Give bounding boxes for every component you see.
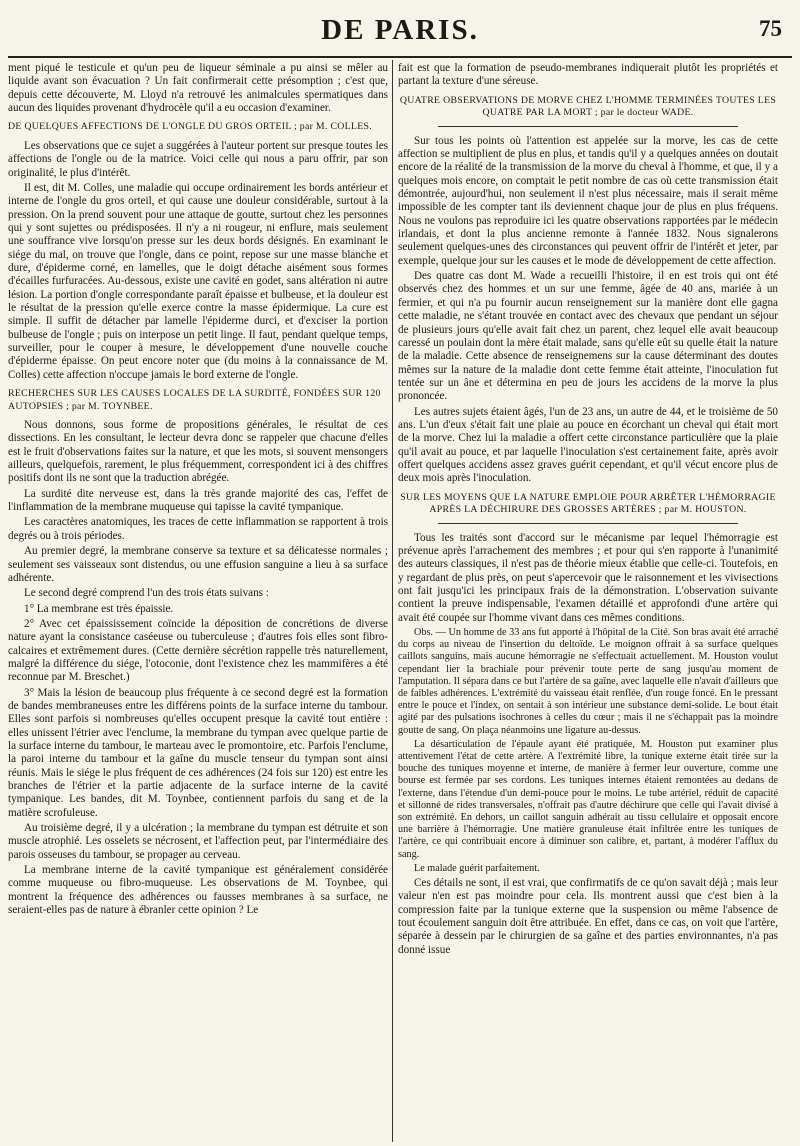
running-title: DE PARIS. <box>321 14 479 46</box>
right-column <box>398 62 778 1142</box>
paragraph: La surdité dite nerveuse est, dans la très grande majorité des cas, l'effet de l'inflammation de la membrane muqueuse qui tapisse la cavité tympanique. <box>8 487 388 514</box>
list-item: 2° Avec cet épaississement coïncide la déposition de concrétions de diverse nature ayant la consistance caséeuse ou tuberculeuse ; d'autres fois elles sont fibro-calcaires et extrêmement dures. (Cette dernière sécrétion rappelle très naturellement, malgré la différence du siége, l'otoconie, dont l'existence chez les mammifères a été reconnue par M. Breschet.) <box>8 617 388 684</box>
paragraph: Le second degré comprend l'un des trois états suivans : <box>24 587 269 600</box>
paragraph: Ces détails ne sont, il est vrai, que confirmatifs de ce qu'on savait déjà ; mais leur valeur n'en est pas moindre pour cela. Ils montrent aussi que c'est bien à la compression faite par la tunique externe que la suspension ou même l'absence de tout écoulement sanguin doit être attribuée. En effet, dans ce cas, on voit que l'artère, séparée à dessein par le chirurgien de sa gaîne et des parties environnantes, n'a pas donné issue <box>398 877 778 956</box>
section-heading-ongle: DE QUELQUES AFFECTIONS DE L'ONGLE DU GROS ORTEIL ; par M. COLLES. <box>8 121 373 133</box>
list-item: 3° Mais la lésion de beaucoup plus fréquente à ce second degré est la formation de bandes membraneuses entre les différens points de la surface interne du tambour. Elles sont parfois si nombreuses qu'elles occupent presque la cavité tout entière : elles unissent l'étrier avec l'enclume, la membrane du tympan avec quelque partie de la surface interne du tambour, le marteau avec le promontoire, etc. Parfois l'enclume, la paroi interne du tambour et la gaîne du muscle tenseur du tympan sont ainsi réunis. Mais le siége le plus fréquent de ces adhérences (24 fois sur 120) est entre les branches de l'étrier et la partie adjacente de la surface interne de la cavité tympanique. Les bandes, dit M. Toynbee, contiennent parfois du sang et de la matière scrofuleuse. <box>8 686 388 819</box>
paragraph: Les caractères anatomiques, les traces de cette inflammation se rapportent à trois degrés ou à trois périodes. <box>8 516 388 542</box>
page-number: 75 <box>759 16 782 41</box>
paragraph: Obs. — Un homme de 33 ans fut apporté à l'hôpital de la Cité. Son bras avait été arraché du corps au niveau de l'insertion du deltoïde. Le moignon offrait à sa surface quelques caillots sanguins, mais aucune hémorragie ne s'effectuait actuellement. M. Houston voulut cependant lier la brachiale pour prévenir toute perte de sang jusqu'au moment de l'amputation. Il sépara dans ce but l'artère de sa gaîne, avec laquelle elle n'avait d'ailleurs que de faibles adhérences. L'extrémité du vaisseau était renflée, d'un rouge foncé. En le pressant entre le pouce et l'index, on sentait à son intérieur une substance demi-solide. Le bout était agité par des pulsations isochrones à celles du cœur ; mais il ne s'échappait pas la moindre goutte de sang. On plaça néanmoins une ligature au-dessus. <box>398 627 778 736</box>
paragraph: La désarticulation de l'épaule ayant été pratiquée, M. Houston put examiner plus attentivement l'état de cette artère. A l'extrémité libre, la tunique externe était tirée sur la bouche des tuniques moyenne et interne, de manière à fermer leur ouverture, comme une bourse est fermée par ses cordons. Les tuniques internes étaient remontées au dedans de l'externe, dans l'étendue d'un demi-pouce pour le moins. Le tube artériel, réduit de capacité et sillonné de rides transversales, n'offrait pas d'autre déchirure que celle qui l'avait divisé à son extrémité. En dehors, un caillot sanguin adhérait au tissu cellulaire et opposait encore une barrière à l'hémorragie. Une matière granuleuse était infiltrée entre les tuniques de l'artère, ce qui contribuait encore à diminuer son calibre, et, partant, à modérer l'afflux du sang. <box>398 738 778 860</box>
section-rule <box>438 523 738 524</box>
paragraph: Des quatre cas dont M. Wade a recueilli l'histoire, il en est trois qui ont été observés chez des hommes et un sur une femme, âgée de 40 ans, mariée à un fermier, et qui n'a pu fournir aucun renseignement sur la manière dont elle gagna cette maladie, ne s'étant trouvée en contact avec des chevaux que pendant un séjour de plusieurs jours qu'elle avait fait chez un parent, chez lequel elle avait beaucoup caressé un poulain dont la mère était malade, sans qu'elle eût su quelle était la nature de la maladie. Cette absence de renseignemens sur la cause déterminant des doutes mêmes sur la nature de la maladie dont cette femme était atteinte, l'inoculation fut tentée sur un âne et détermina en peu de jours les accidens de la morve la plus prononcée. <box>398 270 778 403</box>
section-heading-hemorragie: SUR LES MOYENS QUE LA NATURE EMPLOIE POUR ARRÊTER L'HÉMORRAGIE APRÈS LA DÉCHIRURE DES GROSSES ARTÈRES ; par M. HOUSTON. <box>400 491 776 516</box>
paragraph: ment piqué le testicule et qu'un peu de liqueur séminale a pu ainsi se mêler au liquide avant son évacuation ? Un fait confirmerait cette présomption ; c'est que, depuis cette découverte, M. Lloyd n'a retrouvé les animalcules spermatiques dans aucun des liquides provenant d'hydrocèle qu'il a eu occasion d'examiner. <box>8 62 388 115</box>
paragraph: fait est que la formation de pseudo-membranes indiquerait plutôt les propriétés et partant la texture d'une séreuse. <box>398 62 778 88</box>
paragraph: Au troisième degré, il y a ulcération ; la membrane du tympan est détruite et son muscle atrophié. Les osselets se nécrosent, et l'affection peut, par l'intermédiaire des parois osseuses du tambour, se propager au cerveau. <box>8 822 388 861</box>
paragraph: Les observations que ce sujet a suggérées à l'auteur portent sur presque toutes les affections de l'ongle ou de la matrice. Voici celle qui nous a paru offrir, par son originalité, le plus d'intérêt. <box>8 139 388 179</box>
paragraph: Tous les traités sont d'accord sur le mécanisme par lequel l'hémorragie est prévenue après l'arrachement des membres ; et pour qui s'en rapporte à l'unanimité des auteurs classiques, il n'est pas de théorie mieux établie que celle-ci. Toutefois, en y regardant de plus près, on peut s'apercevoir que le raisonnement et les vivisections ont fait jusqu'ici les principaux frais de la démonstration. L'observation suivante contient la preuve indispensable, l'examen détaillé et approfondi d'une artère qui avait été coupée sur l'homme vivant dans ces mêmes conditions. <box>398 531 778 624</box>
paragraph: Il est, dit M. Colles, une maladie qui occupe ordinairement les bords antérieur et interne de l'ongle du gros orteil, et qui cause une douleur considérable, surtout à la pression. On la prend souvent pour une attaque de goutte, surtout chez les personnes qui y sont sujettes ou prédisposées. Il n'y a ni rougeur, ni enflure, mais seulement une souffrance vive lorsqu'on presse sur les deux bords désignés. En examinant le siége du mal, on trouve que l'ongle, dans ce point, repose sur une masse blanche et dure, d'épiderme corné, en lamelles, que le doigt détache aisément sous formes d'écailles furfuracées. Au-dessous, existe une cavité en godet, sans altération ni autre lésion. La portion d'ongle correspondante paraît épaisse et bulbeuse, et la douleur est le résultat de la pression qu'elle exerce contre la masse épidermique. La cure est simple. Il suffit de détacher par lamelle l'épiderme durci, et d'exciser la portion bulbeuse de l'ongle ; puis on interpose un petit linge. Il faut, pendant quelque temps, surveiller, pour le couper à mesure, le développement d'une nouvelle couche d'épiderme épaisse. On peut encore noter que (du moins à la connaissance de M. Colles) cette affection n'occupe jamais le bord externe de l'ongle. <box>8 181 388 381</box>
section-heading-surdite: RECHERCHES SUR LES CAUSES LOCALES DE LA SURDITÉ, FONDÉES SUR 120 AUTOPSIES ; par M. TOYNBEE. <box>8 388 381 412</box>
paragraph: Les autres sujets étaient âgés, l'un de 23 ans, un autre de 44, et le troisième de 50 ans. L'un d'eux s'était fait une plaie au pouce en écorchant un cheval qui était mort de la morve. Chez lui la maladie a offert cette circonstance particulière que la plaie qu'il avait au pouce, et par laquelle l'inoculation s'est certainement faite, après avoir offert quelques accidens assez graves guérit cependant, et qu'il vécut encore plus de deux mois après l'inoculation. <box>398 405 778 485</box>
section-rule <box>438 126 738 127</box>
left-column <box>8 62 388 1142</box>
list-item: 1° La membrane est très épaissie. <box>24 602 174 615</box>
page-header <box>0 0 800 60</box>
paragraph: La membrane interne de la cavité tympanique est généralement considérée comme muqueuse ou fibro-muqueuse. Les observations de M. Toynbee, qui montrent la fréquence des adhérences ou fausses membranes à sa surface, ne seraient-elles pas de nature à ébranler cette opinion ? Le <box>8 864 388 917</box>
paragraph: Nous donnons, sous forme de propositions générales, le résultat de ces dissections. En les consultant, le lecteur devra donc se rappeler que chacune d'elles est le fruit d'observations faites sur la nature, et que les mots, si souvent mensongers ailleurs, quelquefois, rarement, le plus fréquemment, correspondent ici à des chiffres positifs dont ils ne sont que la traduction abrégée. <box>8 419 388 485</box>
paragraph: Le malade guérit parfaitement. <box>414 862 540 874</box>
paragraph: Au premier degré, la membrane conserve sa texture et sa délicatesse normales ; seulement ses vaisseaux sont distendus, ou une effusion sanguine a lieu à sa surface adhérente. <box>8 545 388 584</box>
paragraph: Sur tous les points où l'attention est appelée sur la morve, les cas de cette affection se multiplient de plus en plus, et tandis qu'il y a quelques années on doutait encore de la réalité de la transmission de la morve du cheval à l'homme, et que, il y a quelques mois encore, on comptait le petit nombre de cas où cette transmission était démontrée, aujourd'hui, non seulement il n'est plus nécessaire, mais il serait même impossible de les compter tant ils deviennent chaque jour de plus en plus fréquens. Nous ne voulons pas reproduire ici les quatre observations rapportées par le médecin irlandais, et dont la plus ancienne remonte à l'année 1832. Nous signalerons seulement quelques-unes des circonstances qui peuvent offrir de l'intérêt et jeter, par exemple, quelque jour sur les causes et le mode de développement de cette affection. <box>398 134 778 267</box>
section-heading-morve: QUATRE OBSERVATIONS DE MORVE CHEZ L'HOMME TERMINÉES TOUTES LES QUATRE PAR LA MORT ; par le docteur WADE. <box>399 94 777 119</box>
column-divider <box>392 60 393 1142</box>
header-rule <box>8 56 792 58</box>
